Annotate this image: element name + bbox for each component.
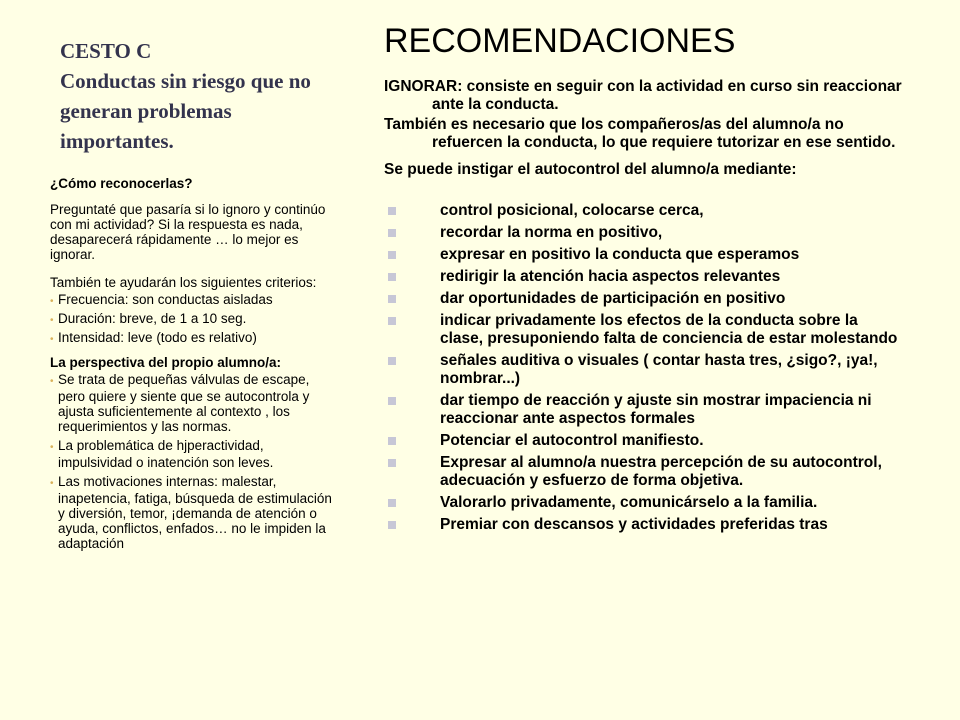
square-bullet-icon [388,273,396,281]
list-item-text: redirigir la atención hacia aspectos relevantes [440,268,781,285]
perspective-item [50,438,340,470]
perspective-item [50,372,340,434]
criteria-text: Intensidad: leve (todo es relativo) [58,330,257,345]
list-item-text: recordar la norma en positivo, [440,224,663,241]
bullet-icon: • [50,315,54,326]
square-bullet-icon [388,317,396,325]
criteria-text: Frecuencia: son conductas aisladas [58,292,273,307]
recommendations-list [384,202,904,534]
list-item [384,312,904,348]
list-item [384,352,904,388]
criteria-intro: También te ayudarán los siguientes criterios: [50,275,317,290]
list-item [384,224,904,242]
ignorar-paragraph: IGNORAR: consiste en seguir con la actividad en curso sin reaccionar ante la conducta. [384,78,902,113]
list-item-text: Potenciar el autocontrol manifiesto. [440,432,704,449]
bullet-icon: • [50,334,54,345]
list-item-text: indicar privadamente los efectos de la conducta sobre la clase, presuponiendo falta de conciencia de estar molestando [440,312,898,347]
list-item-text: Premiar con descansos y actividades preferidas tras [440,516,828,533]
title-line: generan problemas [60,99,232,123]
list-item-text: dar oportunidades de participación en positivo [440,290,786,307]
intro-paragraph: Preguntaté que pasaría si lo ignoro y continúo con mi actividad? Si la respuesta es nada, desaparecerá rápidamente … lo mejor es ignorar. [50,202,326,262]
question-heading: ¿Cómo reconocerlas? [50,176,193,191]
perspective-item [50,474,340,551]
list-item [384,246,904,264]
list-item-text: control posicional, colocarse cerca, [440,202,704,219]
criteria-item [50,311,340,328]
criteria-text: Duración: breve, de 1 a 10 seg. [58,311,247,326]
list-item [384,202,904,220]
list-item [384,392,904,428]
title-line: Conductas sin riesgo que no [60,69,311,93]
list-item-text: dar tiempo de reacción y ajuste sin mostrar impaciencia ni reaccionar ante aspectos formales [440,392,872,427]
criteria-item [50,292,340,309]
list-item [384,454,904,490]
bullet-icon: • [50,478,54,489]
square-bullet-icon [388,357,396,365]
square-bullet-icon [388,397,396,405]
list-item [384,432,904,450]
list-item [384,268,904,286]
title-line: CESTO C [60,39,152,63]
instigar-paragraph: Se puede instigar el autocontrol del alumno/a mediante: [384,161,797,178]
recommendations-title: RECOMENDACIONES [384,22,736,60]
list-item-text: Valorarlo privadamente, comunicárselo a la familia. [440,494,818,511]
square-bullet-icon [388,437,396,445]
tambien-paragraph: También es necesario que los compañeros/as del alumno/a no refuercen la conducta, lo que requiere tutorizar en ese sentido. [384,116,896,151]
list-item-text: señales auditiva o visuales ( contar hasta tres, ¿sigo?, ¡ya!, nombrar...) [440,352,878,387]
left-column [50,176,340,555]
perspective-text: Las motivaciones internas: malestar, inapetencia, fatiga, búsqueda de estimulación y diversión, temor, ¡demanda de atención o ayuda, conflictos, enfados… no le impiden la adaptación [58,474,332,551]
list-item [384,516,904,534]
square-bullet-icon [388,251,396,259]
square-bullet-icon [388,207,396,215]
title-line: importantes. [60,129,174,153]
square-bullet-icon [388,499,396,507]
bullet-icon: • [50,376,54,387]
perspective-text: Se trata de pequeñas válvulas de escape, pero quiere y siente que se autocontrola y ajusta suficientemente al contexto , los requerimientos y las normas. [58,372,310,434]
bullet-icon: • [50,296,54,307]
right-column [384,78,904,538]
square-bullet-icon [388,459,396,467]
list-item-text: expresar en positivo la conducta que esperamos [440,246,800,263]
bullet-icon: • [50,442,54,453]
square-bullet-icon [388,229,396,237]
left-title [60,36,360,156]
criteria-item [50,330,340,347]
list-item-text: Expresar al alumno/a nuestra percepción de su autocontrol, adecuación y esfuerzo de forma objetiva. [440,454,882,489]
square-bullet-icon [388,295,396,303]
square-bullet-icon [388,521,396,529]
perspective-heading: La perspectiva del propio alumno/a: [50,355,282,370]
list-item [384,494,904,512]
perspective-text: La problemática de hjperactividad, impulsividad o inatención son leves. [58,438,274,470]
list-item [384,290,904,308]
